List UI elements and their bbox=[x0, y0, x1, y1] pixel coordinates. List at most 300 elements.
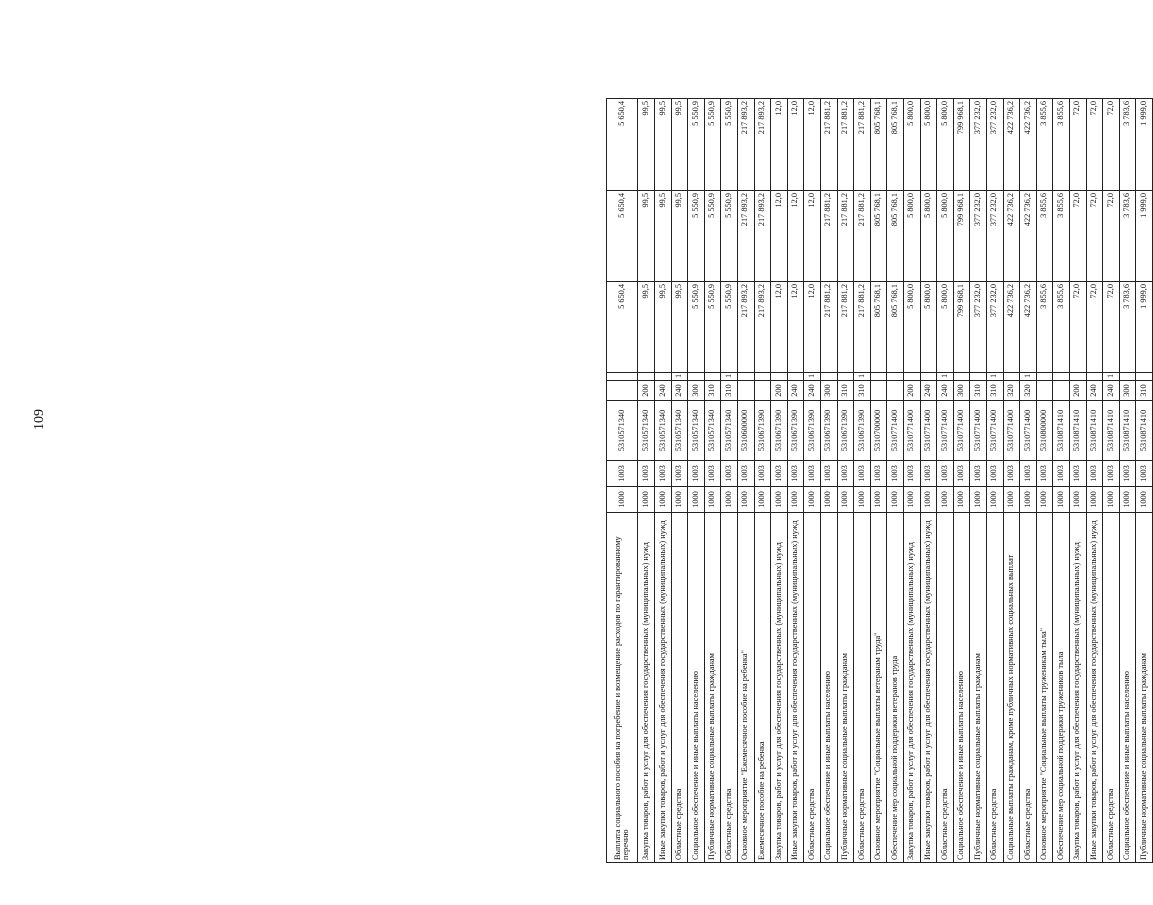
subsection-code-cell: 1003 bbox=[1020, 461, 1037, 487]
subsection-code-cell: 1003 bbox=[671, 461, 688, 487]
amount-3-cell: 99,5 bbox=[671, 99, 688, 191]
subsection-code-cell: 1003 bbox=[986, 461, 1003, 487]
row-name-cell: Иные закупки товаров, работ и услуг для обеспечения государственных (муниципальных) нужд bbox=[1086, 513, 1103, 863]
row-name-cell: Публичные нормативные социальные выплаты гражданам bbox=[970, 513, 987, 863]
row-name-cell: Основное мероприятие "Социальные выплаты труженикам тыла" bbox=[1036, 513, 1053, 863]
table-row bbox=[986, 99, 1003, 863]
amount-3-cell: 5 800,0 bbox=[903, 99, 920, 191]
amount-1-cell: 99,5 bbox=[655, 282, 672, 373]
amount-2-cell: 5 800,0 bbox=[937, 191, 954, 282]
source-mark-cell: 1 bbox=[986, 373, 1003, 381]
table-row bbox=[1103, 99, 1120, 863]
source-mark-cell bbox=[870, 373, 887, 381]
source-mark-cell bbox=[771, 373, 788, 381]
table-row bbox=[953, 99, 970, 863]
section-code-cell: 1000 bbox=[704, 487, 721, 513]
amount-3-cell: 5 550,9 bbox=[704, 99, 721, 191]
target-article-cell: 5310571340 bbox=[638, 401, 655, 461]
amount-3-cell: 72,0 bbox=[1086, 99, 1103, 191]
subsection-code-cell: 1003 bbox=[870, 461, 887, 487]
source-mark-cell: 1 bbox=[937, 373, 954, 381]
section-code-cell: 1000 bbox=[1103, 487, 1120, 513]
source-mark-cell: 1 bbox=[804, 373, 821, 381]
table-row bbox=[937, 99, 954, 863]
row-name-cell: Ежемесячное пособие на ребенка bbox=[754, 513, 771, 863]
amount-1-cell: 5 800,0 bbox=[920, 282, 937, 373]
target-article-cell: 5310871410 bbox=[1136, 401, 1153, 461]
subsection-code-cell: 1003 bbox=[704, 461, 721, 487]
row-name-cell: Основное мероприятие "Ежемесячное пособие на ребенка" bbox=[738, 513, 755, 863]
amount-1-cell: 5 650,4 bbox=[607, 282, 638, 373]
source-mark-cell bbox=[1036, 373, 1053, 381]
amount-2-cell: 3 855,6 bbox=[1053, 191, 1070, 282]
source-mark-cell bbox=[1053, 373, 1070, 381]
amount-3-cell: 217 893,2 bbox=[738, 99, 755, 191]
section-code-cell: 1000 bbox=[1086, 487, 1103, 513]
subsection-code-cell: 1003 bbox=[854, 461, 871, 487]
expense-type-cell: 300 bbox=[953, 381, 970, 401]
row-name-cell: Публичные нормативные социальные выплаты гражданам bbox=[704, 513, 721, 863]
section-code-cell: 1000 bbox=[787, 487, 804, 513]
subsection-code-cell: 1003 bbox=[638, 461, 655, 487]
source-mark-cell bbox=[787, 373, 804, 381]
amount-2-cell: 422 736,2 bbox=[1003, 191, 1020, 282]
target-article-cell: 5310771400 bbox=[1020, 401, 1037, 461]
target-article-cell: 5310671390 bbox=[854, 401, 871, 461]
row-name-cell: Социальное обеспечение и иные выплаты населению bbox=[821, 513, 838, 863]
amount-3-cell: 422 736,2 bbox=[1020, 99, 1037, 191]
section-code-cell: 1000 bbox=[721, 487, 738, 513]
expense-type-cell: 240 bbox=[1103, 381, 1120, 401]
subsection-code-cell: 1003 bbox=[1036, 461, 1053, 487]
amount-1-cell: 12,0 bbox=[787, 282, 804, 373]
amount-2-cell: 12,0 bbox=[787, 191, 804, 282]
source-mark-cell bbox=[738, 373, 755, 381]
amount-1-cell: 5 800,0 bbox=[937, 282, 954, 373]
section-code-cell: 1000 bbox=[953, 487, 970, 513]
source-mark-cell bbox=[1136, 373, 1153, 381]
amount-3-cell: 72,0 bbox=[1069, 99, 1086, 191]
table-row bbox=[854, 99, 871, 863]
row-name-cell: Областные средства bbox=[937, 513, 954, 863]
source-mark-cell: 1 bbox=[721, 373, 738, 381]
target-article-cell: 5310871410 bbox=[1069, 401, 1086, 461]
expense-type-cell bbox=[607, 381, 638, 401]
row-name-cell: Публичные нормативные социальные выплаты гражданам bbox=[1136, 513, 1153, 863]
row-name-cell: Основное мероприятие "Социальные выплаты ветеранам труда" bbox=[870, 513, 887, 863]
amount-1-cell: 3 783,6 bbox=[1119, 282, 1136, 373]
source-mark-cell bbox=[1003, 373, 1020, 381]
row-name-cell: Закупка товаров, работ и услуг для обеспечения государственных (муниципальных) нужд bbox=[638, 513, 655, 863]
target-article-cell: 5310571340 bbox=[721, 401, 738, 461]
amount-3-cell: 5 550,9 bbox=[721, 99, 738, 191]
expense-type-cell bbox=[738, 381, 755, 401]
expense-type-cell: 240 bbox=[671, 381, 688, 401]
amount-1-cell: 3 855,6 bbox=[1036, 282, 1053, 373]
section-code-cell: 1000 bbox=[986, 487, 1003, 513]
amount-3-cell: 217 881,2 bbox=[821, 99, 838, 191]
section-code-cell: 1000 bbox=[937, 487, 954, 513]
section-code-cell: 1000 bbox=[638, 487, 655, 513]
table-row bbox=[1136, 99, 1153, 863]
table-row bbox=[804, 99, 821, 863]
table-row bbox=[1003, 99, 1020, 863]
amount-2-cell: 217 893,2 bbox=[738, 191, 755, 282]
source-mark-cell: 1 bbox=[854, 373, 871, 381]
target-article-cell: 5310671390 bbox=[837, 401, 854, 461]
subsection-code-cell: 1003 bbox=[1119, 461, 1136, 487]
target-article-cell: 5310571340 bbox=[704, 401, 721, 461]
subsection-code-cell: 1003 bbox=[837, 461, 854, 487]
source-mark-cell bbox=[953, 373, 970, 381]
amount-2-cell: 99,5 bbox=[638, 191, 655, 282]
amount-2-cell: 12,0 bbox=[804, 191, 821, 282]
amount-3-cell: 72,0 bbox=[1103, 99, 1120, 191]
amount-1-cell: 72,0 bbox=[1103, 282, 1120, 373]
amount-2-cell: 805 768,1 bbox=[870, 191, 887, 282]
target-article-cell: 5310771400 bbox=[920, 401, 937, 461]
amount-1-cell: 5 550,9 bbox=[721, 282, 738, 373]
section-code-cell: 1000 bbox=[1003, 487, 1020, 513]
amount-2-cell: 72,0 bbox=[1069, 191, 1086, 282]
expense-type-cell: 300 bbox=[821, 381, 838, 401]
amount-1-cell: 1 999,0 bbox=[1136, 282, 1153, 373]
amount-2-cell: 5 800,0 bbox=[920, 191, 937, 282]
table-row bbox=[638, 99, 655, 863]
amount-3-cell: 12,0 bbox=[804, 99, 821, 191]
table-row bbox=[903, 99, 920, 863]
expense-type-cell: 300 bbox=[1119, 381, 1136, 401]
expense-type-cell: 240 bbox=[920, 381, 937, 401]
source-mark-cell bbox=[704, 373, 721, 381]
amount-1-cell: 422 736,2 bbox=[1003, 282, 1020, 373]
row-name-cell: Областные средства bbox=[854, 513, 871, 863]
table-row bbox=[870, 99, 887, 863]
subsection-code-cell: 1003 bbox=[920, 461, 937, 487]
section-code-cell: 1000 bbox=[671, 487, 688, 513]
section-code-cell: 1000 bbox=[655, 487, 672, 513]
section-code-cell: 1000 bbox=[754, 487, 771, 513]
table-row bbox=[787, 99, 804, 863]
amount-1-cell: 217 881,2 bbox=[821, 282, 838, 373]
table-row bbox=[721, 99, 738, 863]
subsection-code-cell: 1003 bbox=[607, 461, 638, 487]
amount-2-cell: 3 855,6 bbox=[1036, 191, 1053, 282]
expense-type-cell bbox=[870, 381, 887, 401]
target-article-cell: 5310771400 bbox=[903, 401, 920, 461]
amount-3-cell: 12,0 bbox=[771, 99, 788, 191]
amount-2-cell: 5 550,9 bbox=[721, 191, 738, 282]
row-name-cell: Иные закупки товаров, работ и услуг для обеспечения государственных (муниципальных) нужд bbox=[655, 513, 672, 863]
table-row bbox=[1036, 99, 1053, 863]
section-code-cell: 1000 bbox=[771, 487, 788, 513]
amount-3-cell: 3 783,6 bbox=[1119, 99, 1136, 191]
expense-type-cell: 320 bbox=[1003, 381, 1020, 401]
expense-type-cell: 310 bbox=[837, 381, 854, 401]
amount-2-cell: 377 232,0 bbox=[986, 191, 1003, 282]
target-article-cell: 5310871410 bbox=[1053, 401, 1070, 461]
subsection-code-cell: 1003 bbox=[771, 461, 788, 487]
page-number: 109 bbox=[32, 409, 47, 430]
section-code-cell: 1000 bbox=[887, 487, 904, 513]
target-article-cell: 5310771400 bbox=[887, 401, 904, 461]
source-mark-cell bbox=[887, 373, 904, 381]
amount-2-cell: 5 650,4 bbox=[607, 191, 638, 282]
amount-1-cell: 99,5 bbox=[638, 282, 655, 373]
expense-type-cell bbox=[754, 381, 771, 401]
expense-type-cell bbox=[887, 381, 904, 401]
amount-2-cell: 5 550,9 bbox=[688, 191, 705, 282]
amount-2-cell: 3 783,6 bbox=[1119, 191, 1136, 282]
amount-3-cell: 377 232,0 bbox=[986, 99, 1003, 191]
amount-2-cell: 5 550,9 bbox=[704, 191, 721, 282]
section-code-cell: 1000 bbox=[688, 487, 705, 513]
expense-type-cell: 300 bbox=[688, 381, 705, 401]
amount-1-cell: 3 855,6 bbox=[1053, 282, 1070, 373]
amount-3-cell: 422 736,2 bbox=[1003, 99, 1020, 191]
expense-type-cell: 200 bbox=[903, 381, 920, 401]
expense-type-cell: 240 bbox=[804, 381, 821, 401]
amount-3-cell: 217 893,2 bbox=[754, 99, 771, 191]
target-article-cell: 5310771400 bbox=[986, 401, 1003, 461]
subsection-code-cell: 1003 bbox=[1136, 461, 1153, 487]
target-article-cell: 5310600000 bbox=[738, 401, 755, 461]
expense-type-cell: 310 bbox=[970, 381, 987, 401]
subsection-code-cell: 1003 bbox=[1103, 461, 1120, 487]
subsection-code-cell: 1003 bbox=[953, 461, 970, 487]
amount-3-cell: 5 550,9 bbox=[688, 99, 705, 191]
amount-1-cell: 805 768,1 bbox=[887, 282, 904, 373]
amount-1-cell: 99,5 bbox=[671, 282, 688, 373]
section-code-cell: 1000 bbox=[854, 487, 871, 513]
subsection-code-cell: 1003 bbox=[787, 461, 804, 487]
subsection-code-cell: 1003 bbox=[903, 461, 920, 487]
expense-type-cell: 310 bbox=[721, 381, 738, 401]
amount-3-cell: 99,5 bbox=[638, 99, 655, 191]
subsection-code-cell: 1003 bbox=[1069, 461, 1086, 487]
subsection-code-cell: 1003 bbox=[1053, 461, 1070, 487]
expense-type-cell: 310 bbox=[1136, 381, 1153, 401]
expense-type-cell: 310 bbox=[986, 381, 1003, 401]
row-name-cell: Иные закупки товаров, работ и услуг для обеспечения государственных (муниципальных) нужд bbox=[787, 513, 804, 863]
amount-3-cell: 805 768,1 bbox=[870, 99, 887, 191]
amount-1-cell: 377 232,0 bbox=[986, 282, 1003, 373]
target-article-cell: 5310871410 bbox=[1103, 401, 1120, 461]
row-name-cell: Областные средства bbox=[671, 513, 688, 863]
amount-2-cell: 1 999,0 bbox=[1136, 191, 1153, 282]
expense-type-cell: 240 bbox=[787, 381, 804, 401]
table-row bbox=[887, 99, 904, 863]
target-article-cell: 5310671390 bbox=[821, 401, 838, 461]
row-name-cell: Закупка товаров, работ и услуг для обеспечения государственных (муниципальных) нужд bbox=[771, 513, 788, 863]
row-name-cell: Социальные выплаты гражданам, кроме публичных нормативных социальных выплат bbox=[1003, 513, 1020, 863]
amount-3-cell: 5 800,0 bbox=[937, 99, 954, 191]
table-body bbox=[607, 99, 1153, 863]
amount-2-cell: 217 893,2 bbox=[754, 191, 771, 282]
section-code-cell: 1000 bbox=[1036, 487, 1053, 513]
target-article-cell: 5310771400 bbox=[953, 401, 970, 461]
table-row bbox=[821, 99, 838, 863]
subsection-code-cell: 1003 bbox=[754, 461, 771, 487]
amount-2-cell: 377 232,0 bbox=[970, 191, 987, 282]
amount-1-cell: 805 768,1 bbox=[870, 282, 887, 373]
subsection-code-cell: 1003 bbox=[688, 461, 705, 487]
section-code-cell: 1000 bbox=[970, 487, 987, 513]
table-row bbox=[1053, 99, 1070, 863]
amount-1-cell: 12,0 bbox=[804, 282, 821, 373]
section-code-cell: 1000 bbox=[1136, 487, 1153, 513]
row-name-cell: Областные средства bbox=[1103, 513, 1120, 863]
subsection-code-cell: 1003 bbox=[1003, 461, 1020, 487]
subsection-code-cell: 1003 bbox=[821, 461, 838, 487]
amount-1-cell: 5 800,0 bbox=[903, 282, 920, 373]
expense-type-cell bbox=[1036, 381, 1053, 401]
budget-table bbox=[606, 98, 1153, 863]
expense-type-cell: 240 bbox=[655, 381, 672, 401]
subsection-code-cell: 1003 bbox=[721, 461, 738, 487]
target-article-cell: 5310571340 bbox=[688, 401, 705, 461]
target-article-cell: 5310800000 bbox=[1036, 401, 1053, 461]
target-article-cell: 5310671390 bbox=[787, 401, 804, 461]
amount-3-cell: 5 800,0 bbox=[920, 99, 937, 191]
rotated-table-container bbox=[606, 99, 1153, 863]
source-mark-cell bbox=[821, 373, 838, 381]
amount-3-cell: 3 855,6 bbox=[1053, 99, 1070, 191]
row-name-cell: Социальное обеспечение и иные выплаты населению bbox=[953, 513, 970, 863]
amount-1-cell: 5 550,9 bbox=[688, 282, 705, 373]
amount-1-cell: 217 881,2 bbox=[854, 282, 871, 373]
subsection-code-cell: 1003 bbox=[937, 461, 954, 487]
section-code-cell: 1000 bbox=[804, 487, 821, 513]
amount-2-cell: 72,0 bbox=[1086, 191, 1103, 282]
amount-3-cell: 3 855,6 bbox=[1036, 99, 1053, 191]
table-row bbox=[655, 99, 672, 863]
target-article-cell: 5310771400 bbox=[1003, 401, 1020, 461]
expense-type-cell: 310 bbox=[704, 381, 721, 401]
target-article-cell: 5310700000 bbox=[870, 401, 887, 461]
row-name-cell: Иные закупки товаров, работ и услуг для обеспечения государственных (муниципальных) нужд bbox=[920, 513, 937, 863]
source-mark-cell bbox=[1086, 373, 1103, 381]
amount-2-cell: 12,0 bbox=[771, 191, 788, 282]
row-name-cell: Публичные нормативные социальные выплаты гражданам bbox=[837, 513, 854, 863]
amount-2-cell: 799 968,1 bbox=[953, 191, 970, 282]
table-row bbox=[754, 99, 771, 863]
amount-1-cell: 422 736,2 bbox=[1020, 282, 1037, 373]
amount-2-cell: 805 768,1 bbox=[887, 191, 904, 282]
amount-2-cell: 217 881,2 bbox=[821, 191, 838, 282]
amount-1-cell: 799 968,1 bbox=[953, 282, 970, 373]
amount-3-cell: 217 881,2 bbox=[854, 99, 871, 191]
table-row bbox=[704, 99, 721, 863]
row-name-cell: Закупка товаров, работ и услуг для обеспечения государственных (муниципальных) нужд bbox=[903, 513, 920, 863]
amount-3-cell: 5 650,4 bbox=[607, 99, 638, 191]
table-row bbox=[970, 99, 987, 863]
amount-3-cell: 799 968,1 bbox=[953, 99, 970, 191]
row-name-cell: Обеспечение мер социальной поддержки тружеников тыла bbox=[1053, 513, 1070, 863]
amount-1-cell: 377 232,0 bbox=[970, 282, 987, 373]
amount-3-cell: 1 999,0 bbox=[1136, 99, 1153, 191]
table-row bbox=[771, 99, 788, 863]
source-mark-cell bbox=[754, 373, 771, 381]
subsection-code-cell: 1003 bbox=[887, 461, 904, 487]
source-mark-cell bbox=[1069, 373, 1086, 381]
section-code-cell: 1000 bbox=[1069, 487, 1086, 513]
row-name-cell: Областные средства bbox=[721, 513, 738, 863]
amount-3-cell: 99,5 bbox=[655, 99, 672, 191]
table-row bbox=[837, 99, 854, 863]
amount-2-cell: 72,0 bbox=[1103, 191, 1120, 282]
amount-2-cell: 217 881,2 bbox=[854, 191, 871, 282]
subsection-code-cell: 1003 bbox=[804, 461, 821, 487]
section-code-cell: 1000 bbox=[870, 487, 887, 513]
source-mark-cell bbox=[920, 373, 937, 381]
amount-1-cell: 72,0 bbox=[1086, 282, 1103, 373]
expense-type-cell: 320 bbox=[1020, 381, 1037, 401]
expense-type-cell: 200 bbox=[1069, 381, 1086, 401]
target-article-cell: 5310871410 bbox=[1086, 401, 1103, 461]
amount-2-cell: 99,5 bbox=[671, 191, 688, 282]
amount-1-cell: 12,0 bbox=[771, 282, 788, 373]
subsection-code-cell: 1003 bbox=[738, 461, 755, 487]
target-article-cell: 5310571340 bbox=[671, 401, 688, 461]
subsection-code-cell: 1003 bbox=[970, 461, 987, 487]
target-article-cell: 5310671390 bbox=[754, 401, 771, 461]
amount-3-cell: 805 768,1 bbox=[887, 99, 904, 191]
expense-type-cell: 200 bbox=[771, 381, 788, 401]
table-row bbox=[1020, 99, 1037, 863]
table-row bbox=[1086, 99, 1103, 863]
table-row bbox=[1069, 99, 1086, 863]
source-mark-cell bbox=[837, 373, 854, 381]
section-code-cell: 1000 bbox=[738, 487, 755, 513]
table-row bbox=[688, 99, 705, 863]
source-mark-cell bbox=[1119, 373, 1136, 381]
table-row bbox=[920, 99, 937, 863]
amount-3-cell: 217 881,2 bbox=[837, 99, 854, 191]
section-code-cell: 1000 bbox=[1053, 487, 1070, 513]
section-code-cell: 1000 bbox=[607, 487, 638, 513]
table-row bbox=[738, 99, 755, 863]
expense-type-cell: 200 bbox=[638, 381, 655, 401]
row-name-cell: Областные средства bbox=[804, 513, 821, 863]
source-mark-cell bbox=[655, 373, 672, 381]
source-mark-cell bbox=[607, 373, 638, 381]
amount-1-cell: 217 881,2 bbox=[837, 282, 854, 373]
target-article-cell: 5310871410 bbox=[1119, 401, 1136, 461]
amount-2-cell: 5 800,0 bbox=[903, 191, 920, 282]
row-name-cell: Областные средства bbox=[986, 513, 1003, 863]
source-mark-cell: 1 bbox=[1103, 373, 1120, 381]
subsection-code-cell: 1003 bbox=[655, 461, 672, 487]
source-mark-cell: 1 bbox=[671, 373, 688, 381]
target-article-cell: 5310771400 bbox=[937, 401, 954, 461]
source-mark-cell bbox=[688, 373, 705, 381]
row-name-cell: Социальное обеспечение и иные выплаты населению bbox=[1119, 513, 1136, 863]
subsection-code-cell: 1003 bbox=[1086, 461, 1103, 487]
amount-1-cell: 72,0 bbox=[1069, 282, 1086, 373]
row-name-cell: Выплата социального пособия на погребение и возмещение расходов по гарантированному перечню bbox=[607, 513, 638, 863]
amount-1-cell: 217 893,2 bbox=[738, 282, 755, 373]
target-article-cell: 5310571340 bbox=[655, 401, 672, 461]
target-article-cell: 5310671390 bbox=[804, 401, 821, 461]
amount-2-cell: 422 736,2 bbox=[1020, 191, 1037, 282]
section-code-cell: 1000 bbox=[1020, 487, 1037, 513]
source-mark-cell bbox=[970, 373, 987, 381]
amount-2-cell: 99,5 bbox=[655, 191, 672, 282]
table-row bbox=[671, 99, 688, 863]
row-name-cell: Закупка товаров, работ и услуг для обеспечения государственных (муниципальных) нужд bbox=[1069, 513, 1086, 863]
source-mark-cell bbox=[903, 373, 920, 381]
